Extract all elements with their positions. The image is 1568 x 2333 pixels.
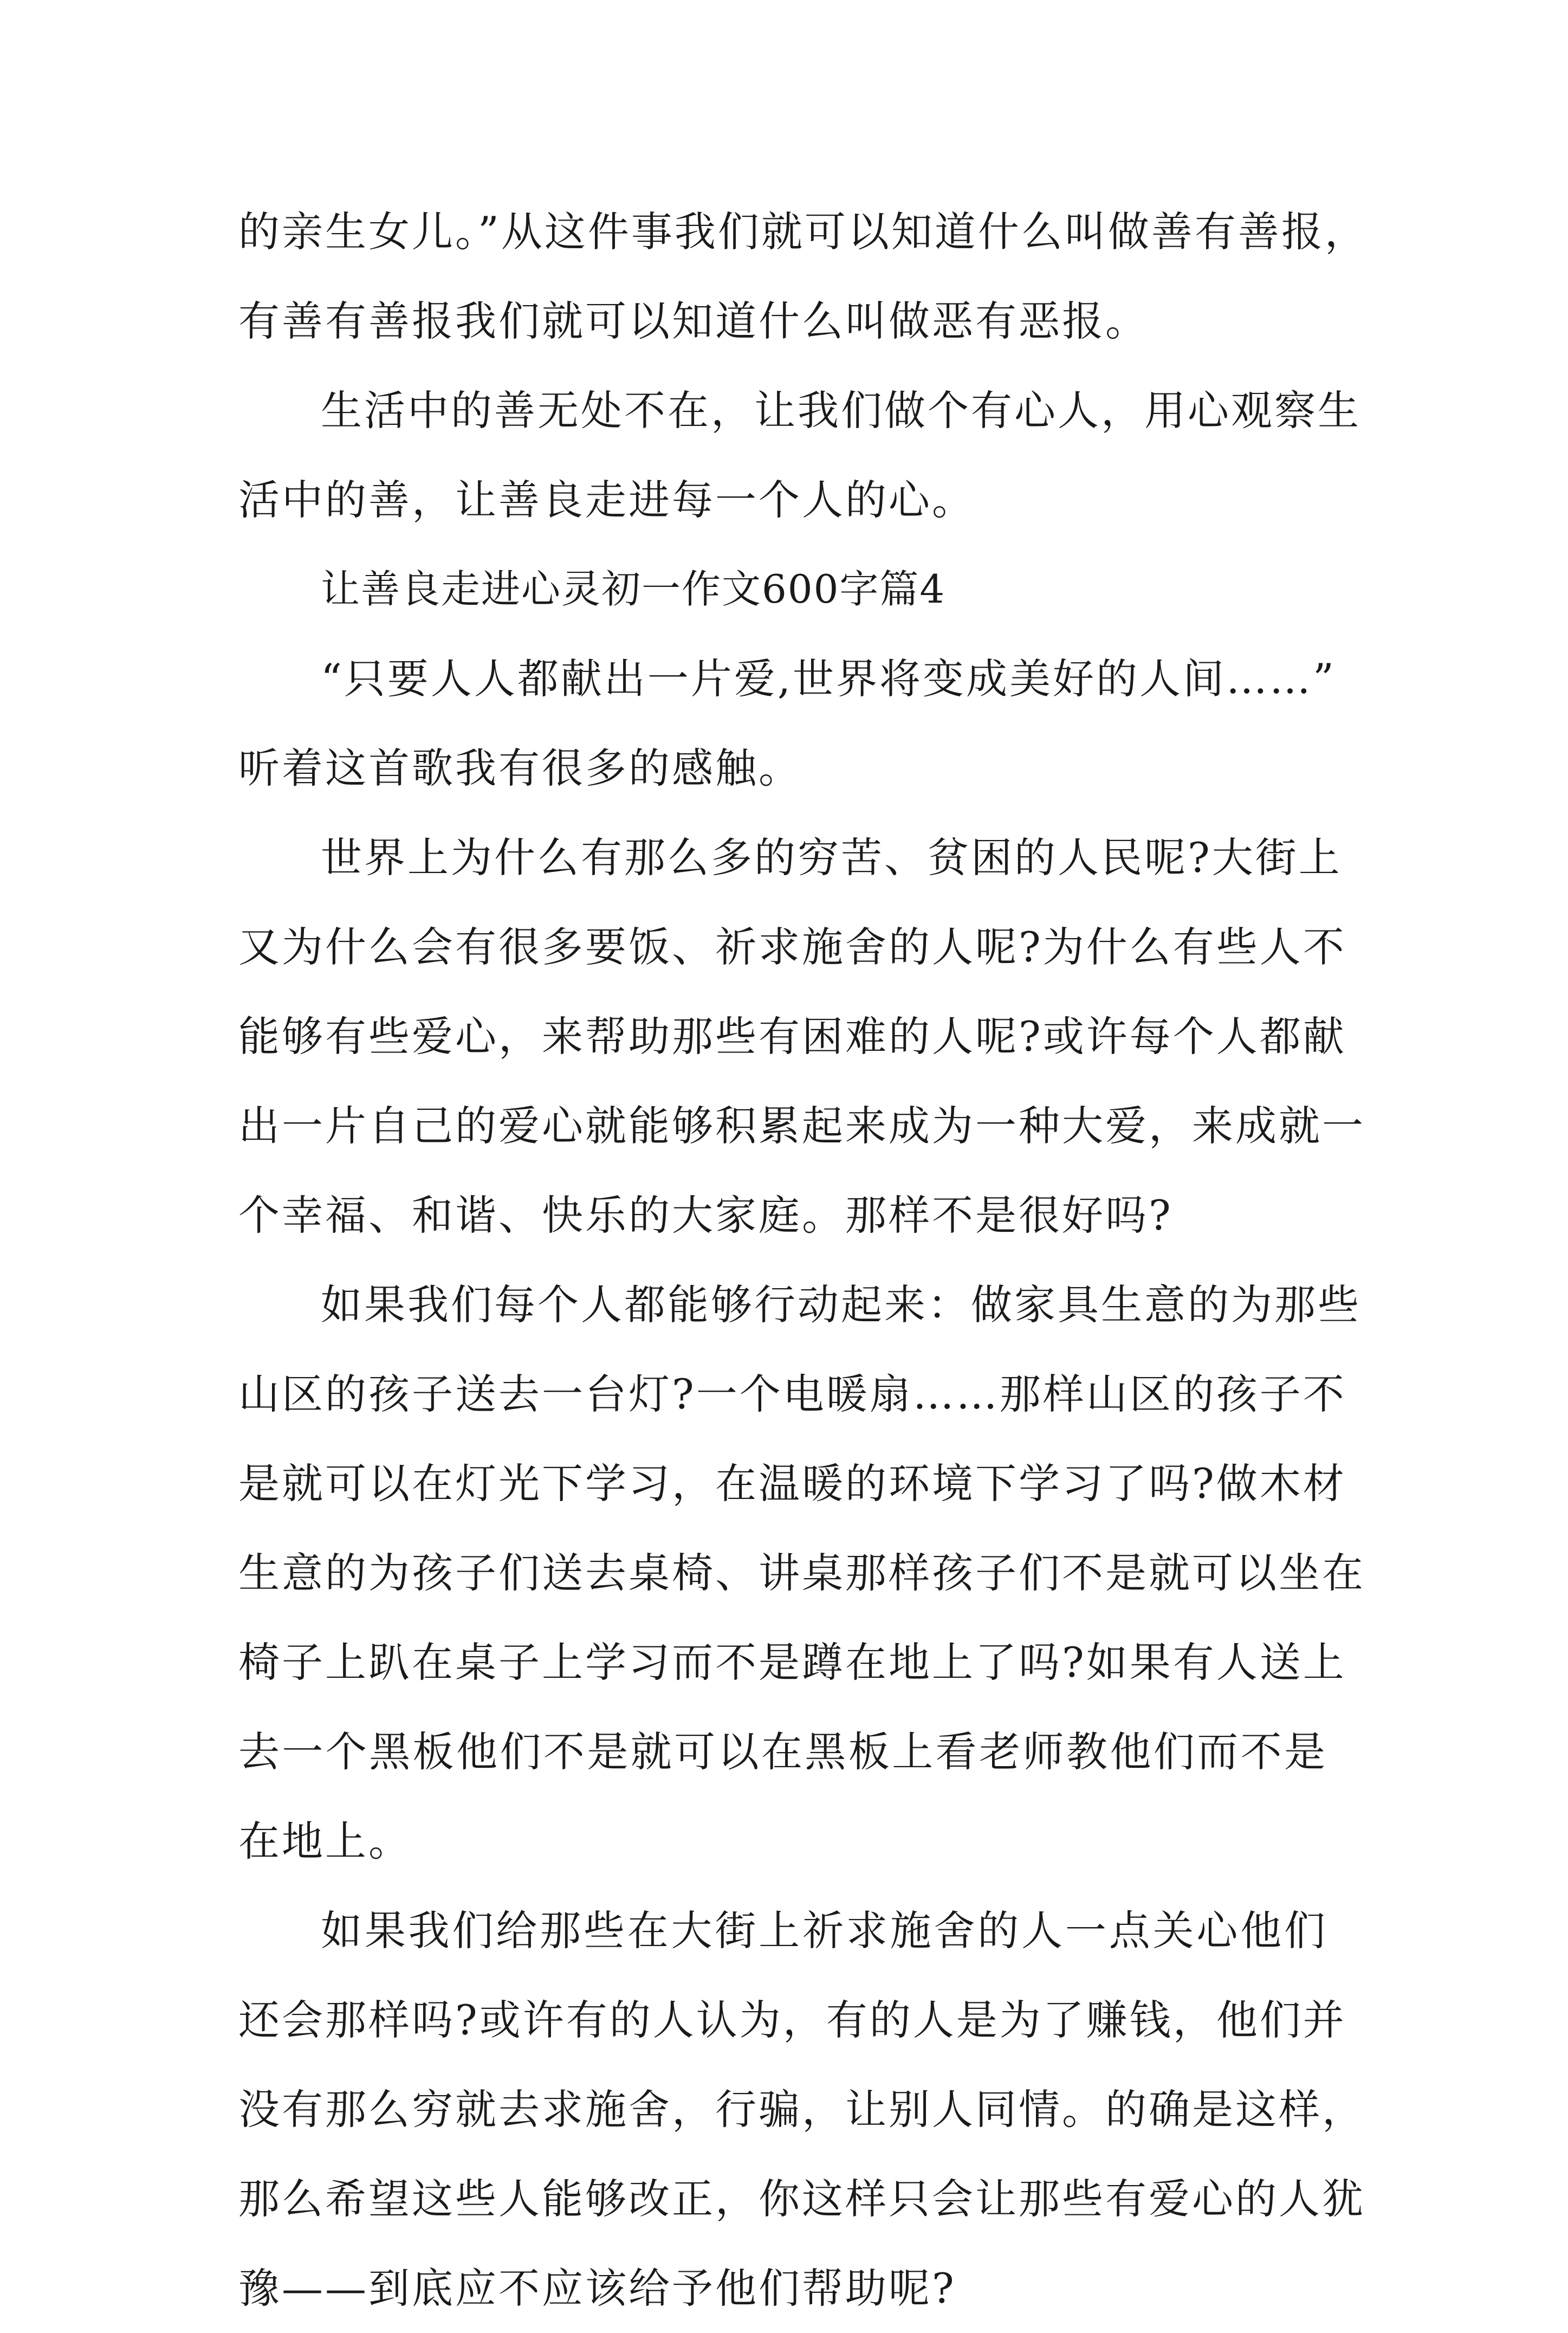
text-line: 那么希望这些人能够改正，你这样只会让那些有爱心的人犹 bbox=[238, 2175, 1365, 2223]
paragraph-start-line: 世界上为什么有那么多的穷苦、贫困的人民呢?大街上 bbox=[321, 833, 1342, 882]
text-line: 山区的孩子送去一台灯?一个电暖扇……那样山区的孩子不 bbox=[238, 1370, 1346, 1418]
section-heading: 让善良走进心灵初一作文600字篇4 bbox=[321, 566, 946, 612]
text-line: 出一片自己的爱心就能够积累起来成为一种大爱，来成就一 bbox=[238, 1102, 1365, 1150]
text-line: 还会那样吗?或许有的人认为，有的人是为了赚钱，他们并 bbox=[238, 1996, 1346, 2044]
paragraph-start-line: 如果我们每个人都能够行动起来：做家具生意的为那些 bbox=[321, 1281, 1361, 1329]
text-line: 是就可以在灯光下学习，在温暖的环境下学习了吗?做木材 bbox=[238, 1459, 1346, 1508]
text-line: 生意的为孩子们送去桌椅、讲桌那样孩子们不是就可以坐在 bbox=[238, 1549, 1365, 1597]
paragraph-start-line: 生活中的善无处不在，让我们做个有心人，用心观察生 bbox=[321, 386, 1361, 435]
text-line: 听着这首歌我有很多的感触。 bbox=[238, 744, 802, 792]
text-line: 能够有些爱心，来帮助那些有困难的人呢?或许每个人都献 bbox=[238, 1012, 1346, 1061]
text-line: 又为什么会有很多要饭、祈求施舍的人呢?为什么有些人不 bbox=[238, 923, 1346, 971]
text-line: 活中的善，让善良走进每一个人的心。 bbox=[238, 476, 975, 524]
text-line: 豫——到底应不应该给予他们帮助呢? bbox=[238, 2264, 956, 2312]
text-line: 没有那么穷就去求施舍，行骗，让别人同情。的确是这样， bbox=[238, 2085, 1365, 2134]
text-line: 椅子上趴在桌子上学习而不是蹲在地上了吗?如果有人送上 bbox=[238, 1638, 1346, 1686]
text-line: 有善有善报我们就可以知道什么叫做恶有恶报。 bbox=[238, 297, 1149, 345]
text-line: 的亲生女儿。”从这件事我们就可以知道什么叫做善有善报， bbox=[238, 208, 1368, 256]
text-line: 个幸福、和谐、快乐的大家庭。那样不是很好吗? bbox=[238, 1191, 1173, 1239]
essay-text bbox=[238, 187, 1368, 2333]
text-line: 在地上。 bbox=[238, 1817, 412, 1865]
paragraph-start-line: “只要人人都献出一片爱,世界将变成美好的人间……” bbox=[321, 655, 1336, 703]
text-line: 去一个黑板他们不是就可以在黑板上看老师教他们而不是 bbox=[238, 1728, 1327, 1776]
paragraph-start-line: 如果我们给那些在大街上祈求施舍的人一点关心他们 bbox=[321, 1907, 1327, 1955]
